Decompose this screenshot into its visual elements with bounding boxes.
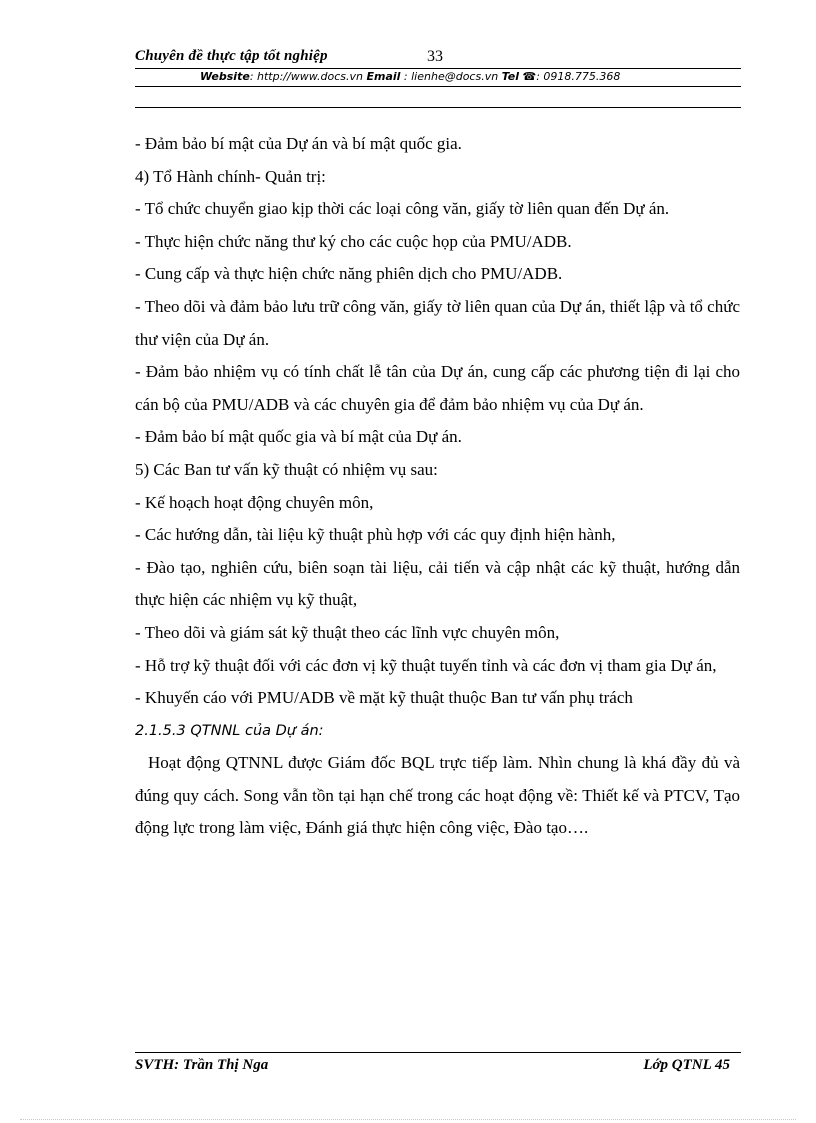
paragraph: - Hỗ trợ kỹ thuật đối với các đơn vị kỹ thuật tuyến tỉnh và các đơn vị tham gia Dự án, [135,655,717,675]
subsection-heading: 2.1.5.3 QTNNL của Dự án: [135,722,324,739]
paragraph: - Các hướng dẫn, tài liệu kỹ thuật phù hợp với các quy định hiện hành, [135,525,616,545]
tel-label: Tel [501,70,520,83]
paragraph: - Kế hoạch hoạt động chuyên môn, [135,492,374,512]
tel-value: : 0918.775.368 [536,70,621,83]
footer-rule [135,1052,741,1053]
website-label: Website [200,70,250,83]
header-title: Chuyên đề thực tập tốt nghiệp [135,48,328,64]
paragraph: - Khuyến cáo với PMU/ADB về mặt kỹ thuật thuộc Ban tư vấn phụ trách [135,688,633,708]
paragraph: - Đào tạo, nghiên cứu, biên soạn tài liệu, cải tiến và cập nhật các kỹ thuật, hướng dẫn thực hiện các nhiệm vụ kỹ thuật, [135,557,740,610]
header-rule-middle [135,86,741,87]
paragraph: - Thực hiện chức năng thư ký cho các cuộc họp của PMU/ADB. [135,231,572,251]
footer-student-name: SVTH: Trần Thị Nga [135,1057,269,1073]
header-rule-bottom [135,107,741,108]
paragraph: - Đảm bảo nhiệm vụ có tính chất lễ tân của Dự án, cung cấp các phương tiện đi lại cho cán bộ của PMU/ADB và các chuyên gia để đảm bảo nhiệm vụ của Dự án. [135,362,740,414]
page-number: 33 [427,48,443,65]
page-edge-divider [20,1119,796,1120]
section-heading: 5) Các Ban tư vấn kỹ thuật có nhiệm vụ sau: [135,459,438,479]
paragraph: - Đảm bảo bí mật quốc gia và bí mật của Dự án. [135,427,462,447]
phone-icon: ☎ [522,70,537,83]
paragraph: - Theo dõi và đảm bảo lưu trữ công văn, giấy tờ liên quan của Dự án, thiết lập và tổ chức thư viện của Dự án. [135,296,740,349]
header-contact-line [200,70,620,83]
closing-paragraph: Hoạt động QTNNL được Giám đốc BQL trực tiếp làm. Nhìn chung là khá đầy đủ và đúng quy cách. Song vẫn tồn tại hạn chế trong các hoạt động về: Thiết kế và PTCV, Tạo động lực trong làm việc, Đánh giá thực hiện công việc, Đào tạo…. [135,753,740,838]
email-label: Email [366,70,401,83]
website-value: : http://www.docs.vn [249,70,367,83]
document-body [135,128,740,845]
paragraph: - Đảm bảo bí mật của Dự án và bí mật quốc gia. [135,134,462,153]
header-rule-top [135,68,741,69]
paragraph: - Theo dõi và giám sát kỹ thuật theo các lĩnh vực chuyên môn, [135,622,560,642]
email-value: : lienhe@docs.vn [400,70,502,83]
section-heading: 4) Tổ Hành chính- Quản trị: [135,166,326,186]
paragraph: - Cung cấp và thực hiện chức năng phiên dịch cho PMU/ADB. [135,264,563,284]
paragraph: - Tổ chức chuyển giao kịp thời các loại công văn, giấy tờ liên quan đến Dự án. [135,199,670,219]
footer-class: Lớp QTNL 45 [643,1057,730,1073]
